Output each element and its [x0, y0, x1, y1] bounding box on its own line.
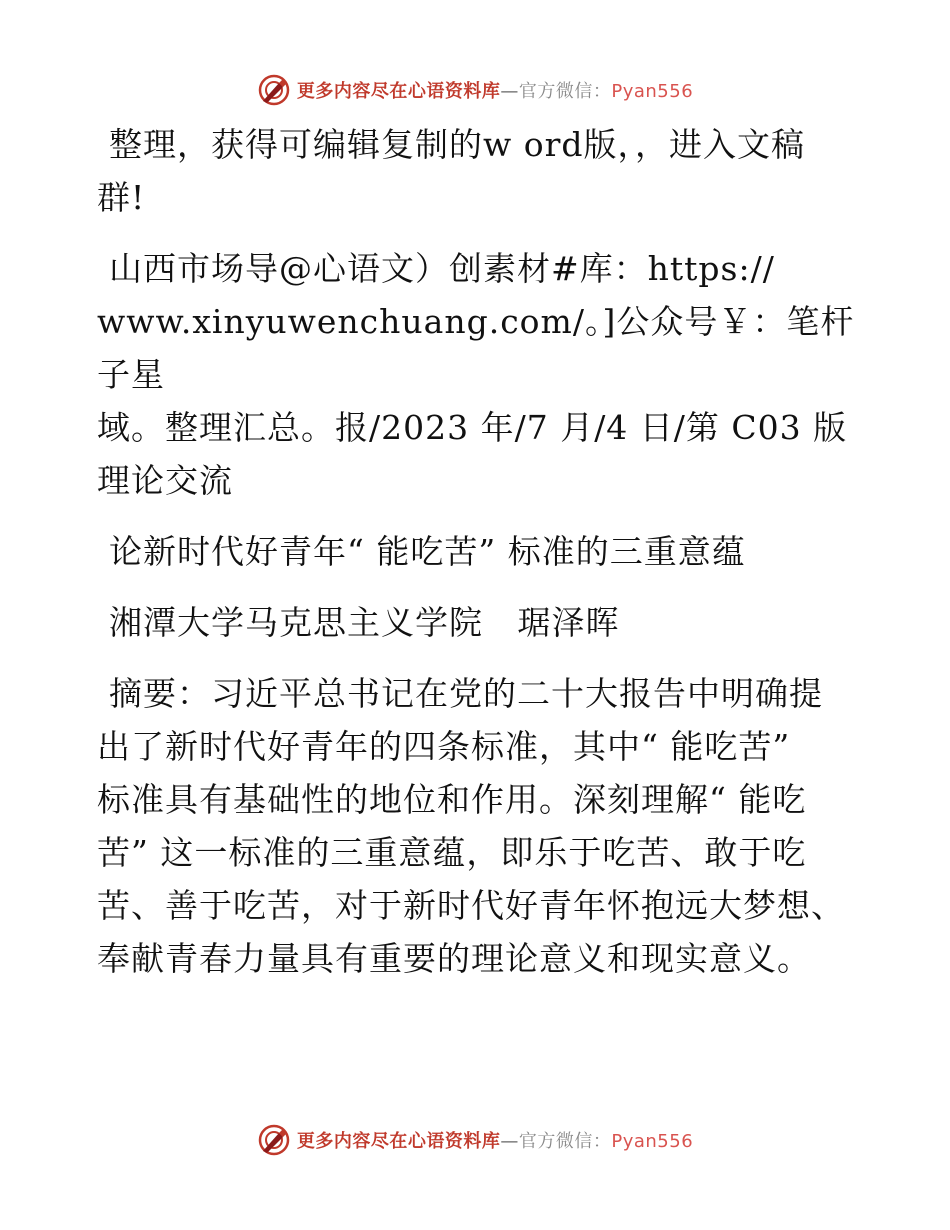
text-line: 标准具有基础性的地位和作用。深刻理解“ 能吃 [97, 780, 807, 819]
pen-logo-icon [257, 73, 291, 107]
banner-brand-text: 更多内容尽在心语资料库 [296, 1131, 501, 1152]
banner-dash: — [500, 81, 519, 102]
text-line: 苦” 这一标准的三重意蕴，即乐于吃苦、敢于吃 [97, 833, 807, 872]
header-watermark-banner [0, 70, 950, 110]
banner-text [297, 77, 693, 103]
document-body [97, 118, 857, 1003]
author-line: 湘潭大学马克思主义学院 琚泽晖 [109, 603, 620, 642]
text-line: 出了新时代好青年的四条标准，其中“ 能吃苦” [97, 727, 791, 766]
text-line: www.xinyuwenchuang.com/。]公众号￥：笔杆子星 [97, 302, 855, 394]
abstract-paragraph [97, 667, 857, 985]
title-line: 论新时代好青年“ 能吃苦” 标准的三重意蕴 [109, 532, 746, 571]
pen-logo-icon [257, 1123, 291, 1157]
banner-text [297, 1127, 693, 1153]
text-line: 域。整理汇总。报/2023 年/7 月/4 日/第 C03 版 [97, 408, 848, 447]
text-line: 理论交流 [97, 461, 233, 500]
banner-wechat-id: Pyan556 [611, 81, 694, 102]
footer-watermark-banner [0, 1120, 950, 1160]
banner-wechat-id: Pyan556 [611, 1131, 694, 1152]
intro-paragraph [97, 118, 857, 224]
banner-brand-text: 更多内容尽在心语资料库 [296, 81, 501, 102]
text-line: 摘要：习近平总书记在党的二十大报告中明确提 [109, 674, 823, 713]
banner-wechat-label: 官方微信： [518, 81, 612, 102]
article-author [97, 596, 857, 649]
text-line: 山西市场导@心语文）创素材#库：https:// [109, 249, 775, 288]
source-paragraph [97, 242, 857, 507]
text-line: 苦、善于吃苦，对于新时代好青年怀抱远大梦想、 [97, 886, 845, 925]
text-line: 整理，获得可编辑复制的w ord版，，进入文稿 [109, 125, 806, 164]
banner-wechat-label: 官方微信： [518, 1131, 612, 1152]
article-title [97, 525, 857, 578]
banner-dash: — [500, 1131, 519, 1152]
text-line: 群! [97, 178, 146, 217]
text-line: 奉献青春力量具有重要的理论意义和现实意义。 [97, 939, 811, 978]
